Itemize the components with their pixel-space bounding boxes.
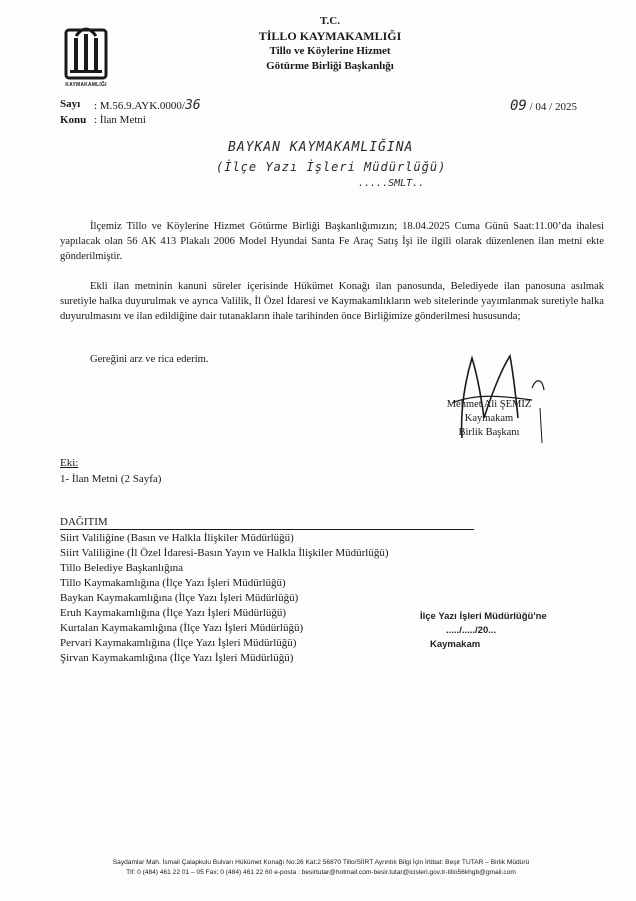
distribution-item: Tillo Belediye Başkanlığına <box>60 562 184 574</box>
attachment-item: 1- İlan Metni (2 Sayfa) <box>60 473 162 485</box>
receipt-stamp-line2: ...../...../20... <box>446 625 497 636</box>
distribution-rule <box>60 529 474 530</box>
signer-name: Mehmet Ali ŞEMİZ <box>446 399 532 410</box>
distribution-item: Tillo Kaymakamlığına (İlçe Yazı İşleri Müdürlüğü) <box>60 577 286 589</box>
logo-caption: KAYMAKAMLIĞI <box>65 82 107 88</box>
distribution-item: Şirvan Kaymakamlığına (İlçe Yazı İşleri Müdürlüğü) <box>60 652 294 664</box>
recipient-line1: BAYKAN KAYMAKAMLIĞINA <box>228 140 414 155</box>
header-line2: Götürme Birliği Başkanlığı <box>266 60 394 72</box>
konu-row <box>60 114 146 126</box>
recipient-line3: .....SMLT.. <box>358 178 425 189</box>
recipient-line2: (İlçe Yazı İşleri Müdürlüğü) <box>216 160 447 174</box>
distribution-item: Eruh Kaymakamlığına (İlçe Yazı İşleri Müdürlüğü) <box>60 607 287 619</box>
body-paragraph-1: İlçemiz Tillo ve Köylerine Hizmet Götürme Birliği Başkanlığımızın; 18.04.2025 Cuma Günü Saat:11.00’da ihalesi yapılacak olan 56 AK 413 Plakalı 2006 Model Hyundai Santa Fe Araç Satış İşi ile ilgili olarak düzenlenen ilan metni ekte gönderilmiştir. <box>60 221 604 262</box>
attachments-heading: Eki: <box>60 457 79 469</box>
footer <box>38 858 604 878</box>
date-handwritten-day: 09 <box>510 98 527 114</box>
distribution-item: Pervari Kaymakamlığına (İlçe Yazı İşleri Müdürlüğü) <box>60 637 297 649</box>
distribution-item: Kurtalan Kaymakamlığına (İlçe Yazı İşleri Müdürlüğü) <box>60 622 304 634</box>
sayi-label: Sayı <box>60 98 81 110</box>
body-paragraph-2: Ekli ilan metninin kanuni süreler içerisinde Hükümet Konağı ilan panosunda, Belediyede ilan panosuna asılmak suretiyle halka duyurulmak ve ayrıca Valilik, İl Özel İdaresi ve Kaymakamlıkların web sitelerinde yayımlanmak suretiyle halka duyurulmasını ve ilan edildiğine dair tutanakların ihale tarihinden önce Birliğimize gönderilmesi hususunda; <box>60 281 604 322</box>
konu-value: : İlan Metni <box>94 114 146 126</box>
receipt-stamp-line3: Kaymakam <box>430 639 481 650</box>
signer-role-2: Birlik Başkanı <box>458 427 520 438</box>
footer-contact: Tlf: 0 (484) 461 22 01 – 05 Fax: 0 (484) 461 22 60 e-posta : besirtutar@hotmail.com-besir.tutar@icisleri.gov.tr-tillo56khgb@gmail.com <box>126 869 516 876</box>
date-printed: / 04 / 2025 <box>529 101 577 113</box>
receipt-stamp-line1: İlçe Yazı İşleri Müdürlüğü'ne <box>420 611 547 622</box>
body-paragraph-3: Gereğini arz ve rica ederim. <box>90 354 209 365</box>
sayi-value: : M.56.9.AYK.0000/ <box>94 100 185 112</box>
document-date <box>510 98 577 114</box>
distribution-list <box>60 531 389 666</box>
sayi-handwritten: 36 <box>184 98 201 113</box>
distribution-item: Siirt Valiliğine (İl Özel İdaresi-Basın Yayın ve Halkla İlişkiler Müdürlüğü) <box>60 547 389 559</box>
tillo-logo <box>62 16 110 82</box>
header-title: TİLLO KAYMAKAMLIĞI <box>258 29 402 43</box>
letterhead <box>200 14 460 74</box>
footer-address: Saydamlar Mah. İsmail Çalapkulu Bulvarı Hükümet Konağı No:26 Kat:2 56870 Tillo/SİİRT Ayrıntılı Bilgi İçin İrtibat: Beşir TUTAR – Birlik Müdürü <box>112 859 530 866</box>
distribution-heading: DAĞITIM <box>60 516 108 528</box>
distribution-item: Siirt Valiliğine (Basın ve Halkla İlişkiler Müdürlüğü) <box>60 532 294 544</box>
header-tc: T.C. <box>320 15 340 27</box>
konu-label: Konu <box>60 114 87 126</box>
distribution-item: Baykan Kaymakamlığına (İlçe Yazı İşleri Müdürlüğü) <box>60 592 299 604</box>
sayi-row <box>60 98 201 113</box>
header-line1: Tillo ve Köylerine Hizmet <box>269 45 391 57</box>
signer-role-1: Kaymakam <box>464 413 514 424</box>
signature-block <box>434 398 544 440</box>
